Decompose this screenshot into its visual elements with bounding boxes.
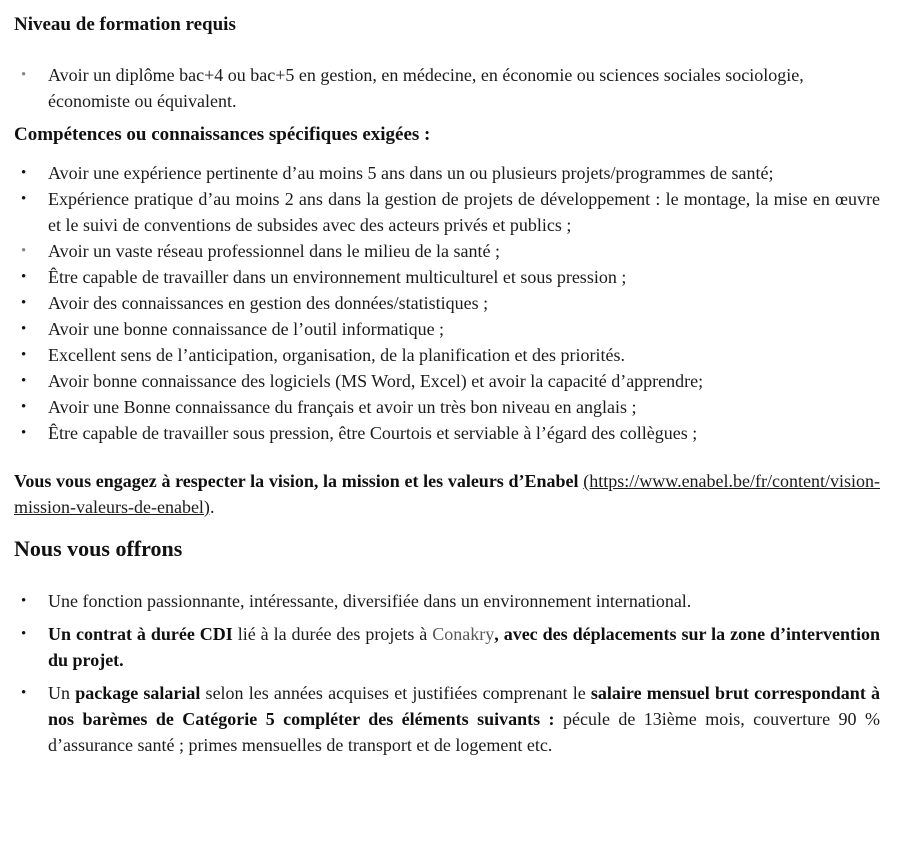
list-item bbox=[14, 621, 880, 673]
list-item bbox=[14, 394, 880, 420]
heading-nous-vous-offrons: Nous vous offrons bbox=[14, 536, 183, 561]
bullet-icon: • bbox=[21, 269, 27, 285]
engagement-period: . bbox=[209, 497, 215, 517]
list-item-text: Avoir une expérience pertinente d’au moins 5 ans dans un ou plusieurs projets/programmes de santé; bbox=[48, 163, 774, 183]
list-item bbox=[14, 238, 880, 264]
bullet-icon: • bbox=[21, 593, 27, 609]
list-item-text: Avoir des connaissances en gestion des données/statistiques ; bbox=[48, 293, 489, 313]
list-item-text: Excellent sens de l’anticipation, organisation, de la planification et des priorités. bbox=[48, 345, 625, 365]
list-item bbox=[14, 680, 880, 758]
list-item bbox=[14, 342, 880, 368]
list-item bbox=[14, 160, 880, 186]
bullet-icon: • bbox=[21, 373, 27, 389]
list-item-text: Avoir un diplôme bac+4 ou bac+5 en gestion, en médecine, en économie ou sciences sociales sociologie, économiste ou équivalent. bbox=[48, 65, 804, 111]
enabel-link[interactable]: (https://www.enabel.be/fr/content/vision-mission-valeurs-de-enabel) bbox=[14, 471, 880, 517]
bullet-icon: • bbox=[21, 191, 27, 207]
bullet-icon: • bbox=[21, 685, 27, 701]
list-item-text: Un package salarial selon les années acquises et justifiées comprenant le salaire mensuel brut correspondant à nos barèmes de Catégorie 5 compléter des éléments suivants : pécule de 13ième mois, couverture 90 % d’assurance santé ; primes mensuelles de transport et de logement etc. bbox=[48, 683, 881, 755]
list-offres bbox=[14, 588, 880, 758]
list-item-text: Être capable de travailler sous pression, être Courtois et serviable à l’égard des collègues ; bbox=[48, 423, 698, 443]
list-competences bbox=[14, 160, 880, 446]
list-item bbox=[14, 264, 880, 290]
list-item-text: Avoir une bonne connaissance de l’outil informatique ; bbox=[48, 319, 445, 339]
list-item bbox=[14, 588, 880, 614]
list-item bbox=[14, 290, 880, 316]
list-item-text: Avoir un vaste réseau professionnel dans le milieu de la santé ; bbox=[48, 241, 501, 261]
bullet-icon: • bbox=[21, 321, 27, 337]
list-item bbox=[14, 368, 880, 394]
list-item bbox=[14, 62, 880, 114]
bullet-icon: • bbox=[21, 243, 27, 259]
bullet-icon: • bbox=[21, 165, 27, 181]
list-item-text: Être capable de travailler dans un environnement multiculturel et sous pression ; bbox=[48, 267, 627, 287]
list-item-text: Avoir bonne connaissance des logiciels (MS Word, Excel) et avoir la capacité d’apprendre; bbox=[48, 371, 704, 391]
list-item-text: Un contrat à durée CDI lié à la durée des projets à Conakry, avec des déplacements sur la zone d’intervention du projet. bbox=[48, 624, 880, 670]
list-formation bbox=[14, 62, 880, 114]
heading-competences: Compétences ou connaissances spécifiques exigées : bbox=[14, 124, 431, 145]
list-item bbox=[14, 186, 880, 238]
bullet-icon: • bbox=[21, 399, 27, 415]
bullet-icon: • bbox=[21, 347, 27, 363]
heading-niveau-formation: Niveau de formation requis bbox=[14, 14, 236, 35]
bullet-icon: • bbox=[21, 425, 27, 441]
list-item bbox=[14, 420, 880, 446]
engagement-paragraph bbox=[14, 468, 880, 520]
engagement-text: Vous vous engagez à respecter la vision, la mission et les valeurs d’Enabel bbox=[14, 471, 584, 491]
bullet-icon: • bbox=[21, 295, 27, 311]
list-item-text: Avoir une Bonne connaissance du français et avoir un très bon niveau en anglais ; bbox=[48, 397, 637, 417]
bullet-icon: • bbox=[21, 626, 27, 642]
list-item-text: Expérience pratique d’au moins 2 ans dans la gestion de projets de développement : le montage, la mise en œuvre et le suivi de conventions de subsides avec des acteurs privés et publics ; bbox=[48, 189, 880, 235]
list-item bbox=[14, 316, 880, 342]
bullet-icon: • bbox=[21, 67, 27, 83]
list-item-text: Une fonction passionnante, intéressante, diversifiée dans un environnement international. bbox=[48, 591, 692, 611]
